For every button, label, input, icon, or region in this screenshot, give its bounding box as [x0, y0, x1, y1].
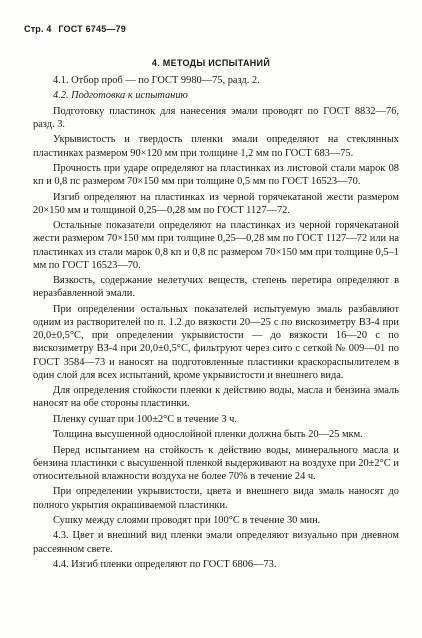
paragraph-4-1: 4.1. Отбор проб — по ГОСТ 9980—75, разд. 2. — [53, 75, 260, 86]
paragraph-resistance: Для определения стойкости пленки к действию воды, масла и бензина эмаль наносят на обе стороны пластинки. — [33, 385, 399, 410]
paragraph-hiding-hardness: Укрывистость и твердость пленки эмали определяют на стеклянных пластинках размером 90×120 мм при толщине 1,2 мм по ГОСТ 683—75. — [33, 134, 399, 159]
paragraph-conditioning: Перед испытанием на стойкость к действию воды, минерального масла и бензина пластинки с высушенной пленкой выдерживают на воздухе при 20±2°С и относительной влажности воздуха не более 70% в течение 24 ч. — [33, 444, 399, 482]
page-number: Стр. 4 — [24, 24, 52, 34]
subsection-heading: 4.2. Подготовка к испытанию — [53, 90, 188, 102]
paragraph-drying: Пленку сушат при 100±2°С в течение 3 ч. — [53, 413, 237, 425]
standard-number: ГОСТ 6745—79 — [58, 24, 127, 34]
paragraph-4-4: 4.4. Изгиб пленки определяют по ГОСТ 6806—73. — [53, 558, 277, 570]
paragraph-impact-strength: Прочность при ударе определяют на пластинках из листовой стали марок 08 кп и 0,8 пс размером 70×150 мм при толщине 0,5 мм по ГОСТ 16523—70. — [33, 162, 399, 188]
paragraph-dilution: При определении остальных показателей испытуемую эмаль разбавляют одним из растворителей по п. 1.2 до вязкости 20—25 с по вискозиметру ВЗ-4 при 20,0±0,5°С, при определении укрывистости — до вязкости 16—20 с по вискозиметру ВЗ-4 при 20,0±0,5°С, фильтруют через сито с сеткой № 009—01 по ГОСТ 3584—73 и наносят на подготовленные пластинки краскораспылителем в один слой для всех испытаний, кроме укрывистости и внешнего вида. — [33, 303, 399, 381]
paragraph-thickness: Толщина высушенной однослойной пленки должна быть 20—25 мкм. — [53, 429, 363, 441]
document-body — [33, 74, 399, 573]
page-header — [24, 24, 126, 34]
paragraph-4-3: 4.3. Цвет и внешний вид пленки эмали определяют визуально при дневном рассеянном свете. — [33, 530, 399, 555]
paragraph-interlayer-drying: Сушку между слоями проводят при 100°С в течение 30 мин. — [53, 514, 321, 526]
paragraph-full-coverage: При определении укрывистости, цвета и внешнего вида эмаль наносят до полного укрытия окрашиваемой пластинки. — [33, 486, 399, 511]
paragraph-bending: Изгиб определяют на пластинках из черной горячекатаной жести размером 20×150 мм и толщиной 0,25—0,28 мм по ГОСТ 1127—72. — [33, 191, 399, 216]
section-title: 4. МЕТОДЫ ИСПЫТАНИЙ — [151, 58, 271, 68]
paragraph-4-2-heading — [33, 89, 399, 102]
paragraph-plates-preparation: Подготовку пластинок для нанесения эмали проводят по ГОСТ 8832—76, разд. 3. — [33, 105, 399, 130]
paragraph-other-indicators: Остальные показатели определяют на пластинках из черной горячекатаной жести размером 70×150 мм при толщине 0,25—0,28 мм по ГОСТ 1127—72 или на пластинках из стали марок 0,8 кп и 0,8 пс размером 70×150 мм при толщине 0,5–1 мм по ГОСТ 16523—70. — [33, 220, 399, 271]
paragraph-viscosity: Вязкость, содержание нелетучих веществ, степень перетира определяют в неразбавленной эмали. — [33, 275, 399, 300]
